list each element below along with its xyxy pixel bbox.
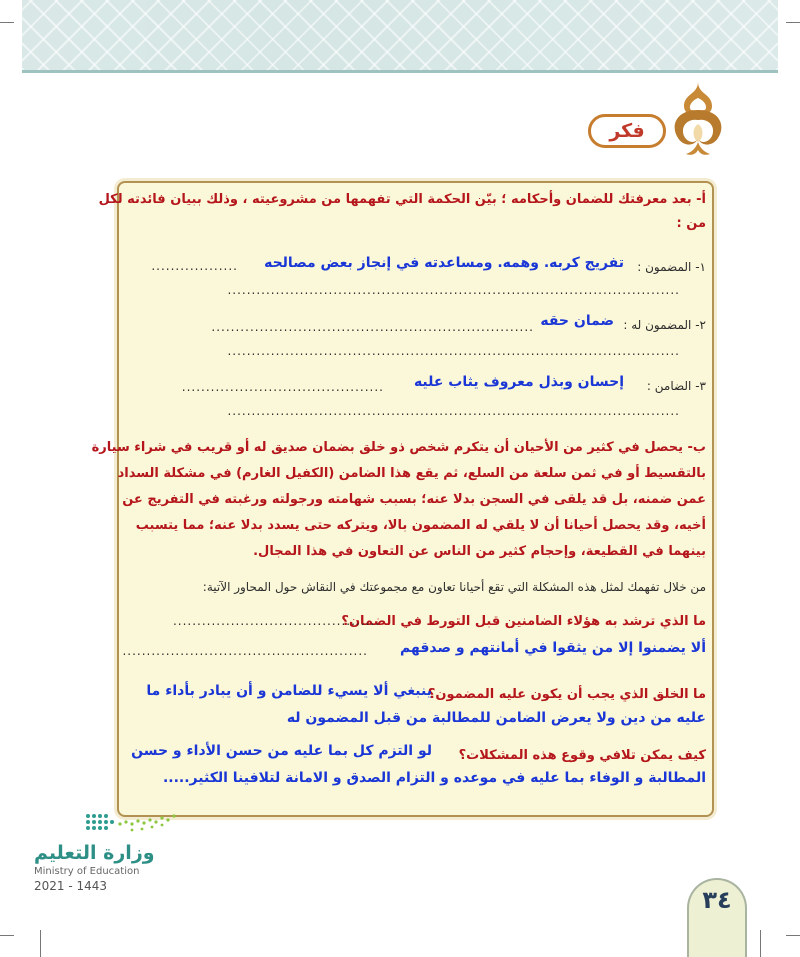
section-b-paragraph-line: بينهما في القطيعة، وإحجام كثير من الناس عن التعاون في هذا المجال. [253,544,706,559]
section-a-question: أ- بعد معرفتك للضمان وأحكامه ؛ بيّن الحكمة التي تفهمها من مشروعيته ، وذلك ببيان فائدته لكل [98,192,706,207]
crop-mark [786,935,800,936]
page-number-tab [687,878,747,957]
answer-text: تفريج كربه. وهمه. ومساعدته في إنجاز بعض مصالحه [264,255,624,271]
item-label: ٣- الضامن : [646,379,706,393]
crop-mark [0,22,14,23]
crop-mark [786,22,800,23]
answer-text: لو التزم كل بما عليه من حسن الأداء و حسن [131,743,432,759]
discussion-intro: من خلال تفهمك لمثل هذه المشكلة التي تقع أحيانا تعاون مع مجموعتك في النقاش حول المحاور الآتية: [202,580,706,594]
answer-line: ................................................................... [211,320,534,334]
academic-year: 2021 - 1443 [34,879,108,893]
ornament-icon [668,80,728,160]
section-b-paragraph-line: ب- يحصل في كثير من الأحيان أن يتكرم شخص ذو خلق بضمان صديق له أو قريب في شراء سيارة [91,440,706,455]
answer-line: ........................................... [172,614,380,628]
answer-line: .................. [151,259,238,273]
item-label: ٢- المضمون له : [623,318,706,332]
answer-line: .............................................................................................. [227,404,680,418]
answer-text: ضمان حقه [540,313,614,329]
answer-text: ينبغي ألا يسيء للضامن و أن يبادر بأداء ما [146,683,432,699]
answer-line: .......................................... [181,380,384,394]
answer-text: عليه من دين ولا يعرض الضامن للمطالبة من قبل المضمون له [286,710,706,726]
think-badge: فكر [588,114,666,148]
section-b-paragraph-line: بالتقسيط أو في ثمن سلعة من السلع، ثم يقع هذا الضامن (الكفيل الغارم) في مشكلة السداد [117,466,706,481]
section-b-paragraph-line: عمن ضمنه، بل قد يلقى في السجن بدلا عنه؛ بسبب شهامته ورجولته ورغبته في التفريج عن [122,492,706,507]
crop-mark [0,935,14,936]
ministry-name-english: Ministry of Education [34,866,140,877]
answer-line: ................................................... [122,644,368,658]
page-number: ٣٤ [702,886,732,914]
discussion-question-3: كيف يمكن تلافي وقوع هذه المشكلات؟ [458,748,706,763]
ministry-logo-icon [82,808,182,838]
crop-mark [760,930,761,957]
answer-text: المطالبة و الوفاء بما عليه في موعده و التزام الصدق و الامانة لتلافينا الكثير..... [162,770,706,786]
crop-mark [40,930,41,957]
header-banner-shade [22,0,778,70]
section-b-paragraph-line: أخيه، وقد يحصل أحيانا أن لا يلقي له المضمون بالا، ويتركه حتى يسدد بدلا عنه؛ مما يتسبب [135,518,706,533]
section-a-question-cont: من : [676,216,706,231]
discussion-question-1: ما الذي ترشد به هؤلاء الضامنين قبل التورط في الضمان؟ [341,614,706,629]
answer-line: .............................................................................................. [227,344,680,358]
item-label: ١- المضمون : [637,260,706,274]
answer-line: .............................................................................................. [227,283,680,297]
ministry-name-arabic: وزارة التعليم [34,842,155,864]
answer-text: ألا يضمنوا إلا من يثقوا في أمانتهم و صدقهم [399,640,706,656]
answer-text: إحسان وبذل معروف يثاب عليه [413,374,624,390]
discussion-question-2: ما الخلق الذي يجب أن يكون عليه المضمون؟ [427,687,706,702]
